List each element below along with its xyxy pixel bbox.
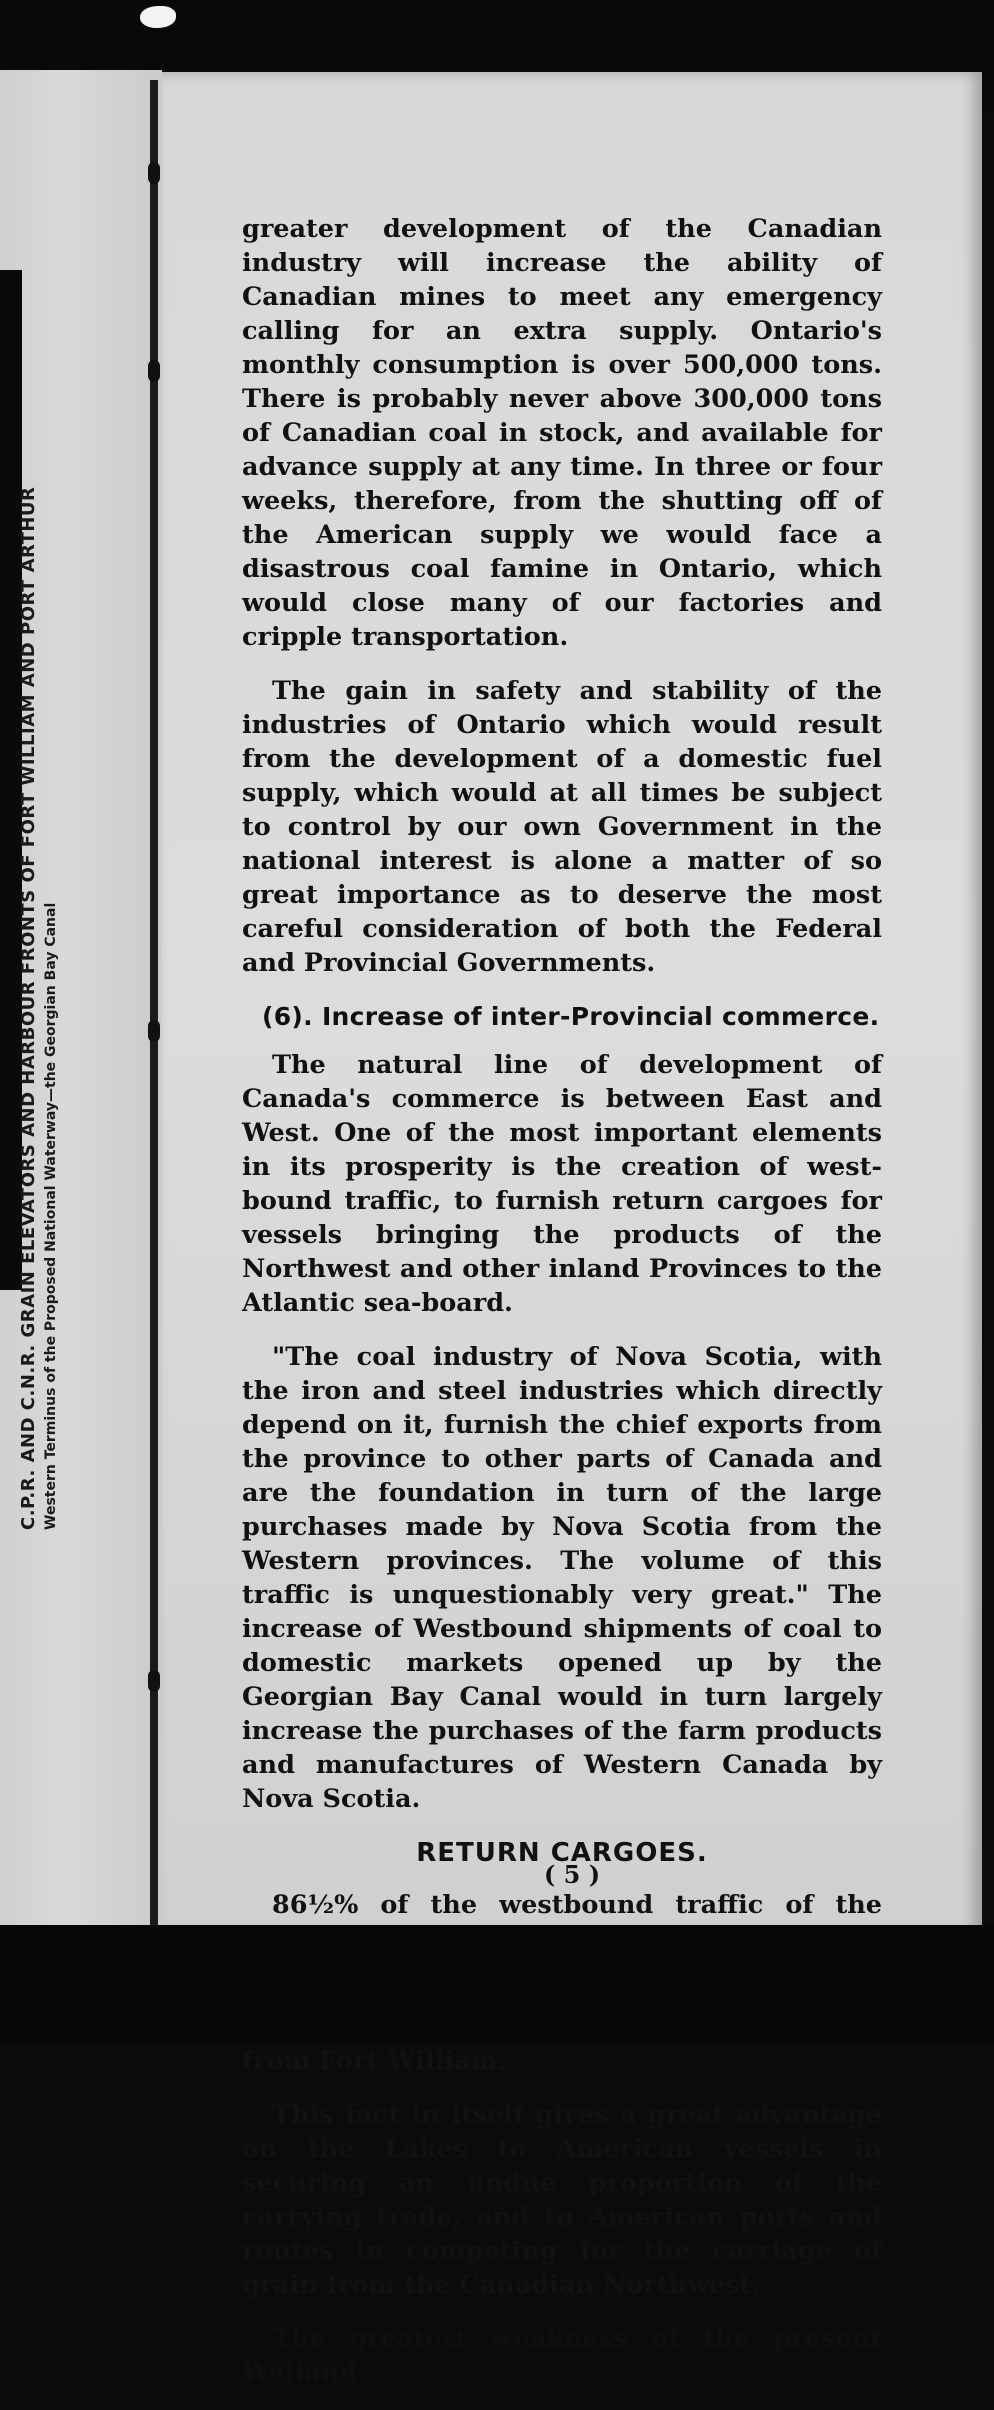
paragraph: from Fort William. bbox=[242, 2046, 507, 2076]
paragraph: This fact in itself gives a great advantage on the Lakes to American vessels in securing an undue proportion of the carrying trade, and to American ports and routes in competing for the carriage of grain from the Canadian Northwest. bbox=[242, 2100, 882, 2300]
binding-hole bbox=[148, 162, 160, 184]
section-heading: (6). Increase of inter-Provincial commerce. bbox=[262, 1002, 880, 1031]
binding-hole bbox=[148, 360, 160, 382]
spine-caption-line1: C.P.R. AND C.N.R. GRAIN ELEVATORS AND HARBOUR FRONTS OF FORT WILLIAM AND PORT ARTHUR bbox=[18, 486, 39, 1530]
scan-blot bbox=[140, 6, 176, 28]
page-number: ( 5 ) bbox=[543, 1860, 601, 1889]
paragraph: The natural line of development of Canada's commerce is between East and West. One of the most important elements in its prosperity is the creation of west-bound traffic, to furnish return cargoes for vessels bringing the products of the Northwest and other inland Provinces to the Atlantic sea-board. bbox=[242, 1050, 882, 1318]
scan-bottom-border bbox=[0, 1925, 994, 2045]
cover-spine bbox=[0, 70, 162, 1940]
paragraph: "The coal industry of Nova Scotia, with the iron and steel industries which directly depend on it, furnish the chief exports from the province to other parts of Canada and are the foundation in turn of the large purchases made by Nova Scotia from the Western provinces. The volume of this traffic is unquestionably very great." The increase of Westbound shipments of coal to domestic markets opened up by the Georgian Bay Canal would in turn largely increase the purchases of the farm products and manufactures of Western Canada by Nova Scotia. bbox=[242, 1342, 882, 1814]
binding-line bbox=[150, 80, 158, 1930]
subheading: RETURN CARGOES. bbox=[416, 1838, 708, 1868]
binding-hole bbox=[148, 1670, 160, 1692]
paragraph: The gain in safety and stability of the industries of Ontario which would result from the development of a domestic fuel supply, which would at all times be subject to control by our own Government in the national interest is alone a matter of so great importance as to deserve the most careful consideration of both the Federal and Provincial Governments. bbox=[242, 676, 882, 978]
spine-caption bbox=[18, 486, 59, 1530]
paragraph: greater development of the Canadian industry will increase the ability of Canadian mines to meet any emergency calling for an extra supply. Ontario's monthly consumption is over 500,000 tons. There is probably never above 300,000 tons of Canadian coal in stock, and available for advance supply at any time. In three or four weeks, therefore, from the shutting off of the American supply we would face a disastrous coal famine in Ontario, which would close many of our factories and cripple transportation. bbox=[242, 214, 882, 652]
document-page bbox=[162, 72, 982, 2388]
page-content bbox=[242, 212, 882, 2410]
spine-caption-line2: Western Terminus of the Proposed National Waterway—the Georgian Bay Canal bbox=[43, 902, 59, 1530]
cut-off-line: The greatest weakness of the present Welland bbox=[242, 2324, 882, 2388]
binding-hole bbox=[148, 1020, 160, 1042]
paragraph: 86½% of the westbound traffic of the bbox=[272, 1890, 882, 1920]
